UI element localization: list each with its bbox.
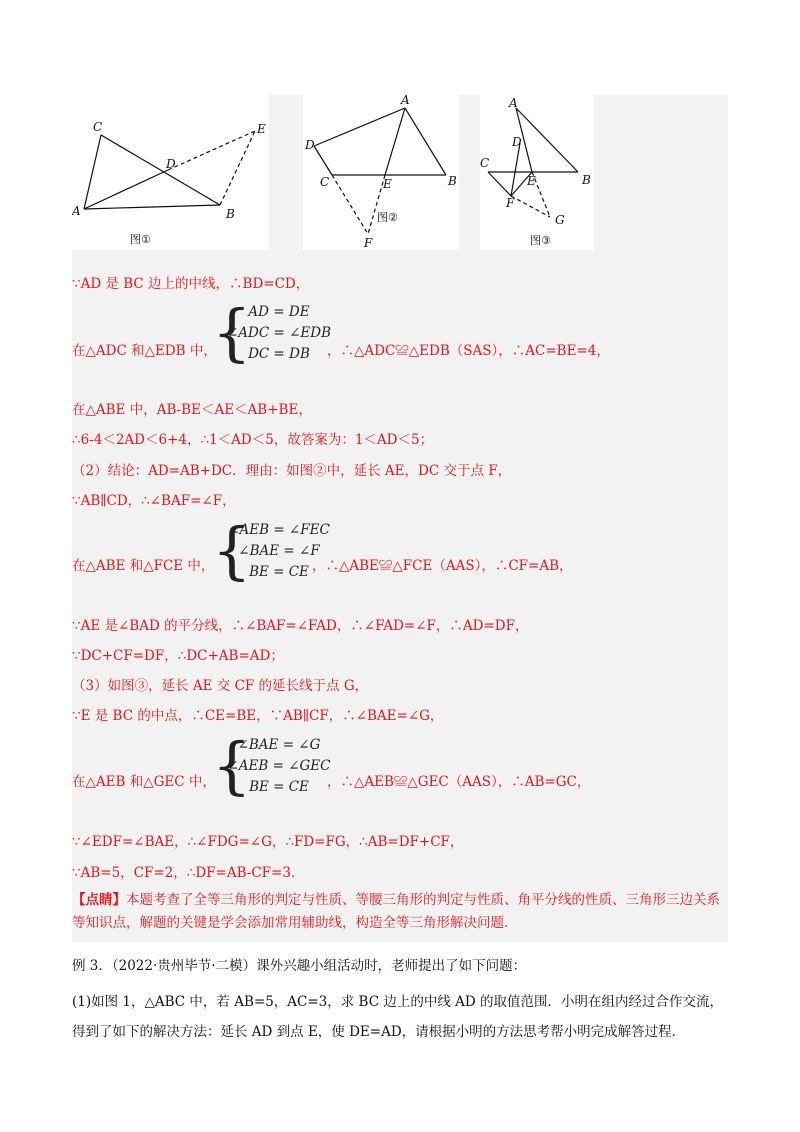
fig3-label-b: B	[582, 173, 591, 187]
system-3-brace: {	[212, 729, 252, 802]
system-1-eq-1: AD = DE	[248, 304, 310, 320]
fig3-label-g: G	[555, 213, 565, 227]
system-3-eq-3: BE = CE	[249, 779, 309, 795]
fig1-label-a: A	[72, 204, 81, 218]
fig3-label-d: D	[512, 135, 522, 149]
figure-2	[303, 95, 459, 250]
example-question-1: (1)如图 1，△ABC 中，若 AB=5，AC=3，求 BC 边上的中线 AD 的取值范围．小明在组内经过合作交流，得到了如下的解决方法：延长 AD 到点 E，使 DE=AD，请根据小明的方法思考帮小明完成解答过程．	[72, 994, 724, 1040]
system-3-lead: 在△AEB 和△GEC 中，	[72, 774, 216, 790]
figure-3	[480, 95, 594, 250]
system-1-equations	[224, 302, 334, 365]
fig2-label-d: D	[305, 138, 315, 152]
system-2-brace: {	[212, 514, 252, 587]
figure-1	[72, 95, 269, 250]
fig1-caption: 图①	[130, 233, 151, 246]
solution-line-8: （3）如图③，延长 AE 交 CF 的延长线于点 G，	[72, 678, 369, 694]
system-1-eq-3: DC = DB	[248, 346, 310, 362]
fig2-caption: 图②	[377, 211, 398, 224]
system-2-eq-1: ∠AEB = ∠FEC	[228, 522, 330, 538]
system-1-brace: {	[212, 296, 252, 369]
system-3-eq-1: ∠BAE = ∠G	[237, 737, 321, 753]
fig1-label-d: D	[166, 157, 176, 171]
figure-3-diagram	[480, 95, 594, 250]
system-3-equations	[224, 735, 334, 798]
system-2-eq-3: BE = CE	[249, 564, 309, 580]
solution-line-3: ∴6-4＜2AD＜6+4，∴1＜AD＜5，故答案为：1＜AD＜5；	[72, 432, 434, 448]
fig3-label-a: A	[509, 96, 518, 110]
solution-line-5: ∵AB∥CD，∴∠BAF=∠F，	[72, 493, 236, 509]
fig3-label-f: F	[506, 196, 515, 210]
solution-line-11: ∵AB=5，CF=2，∴DF=AB-CF=3．	[72, 865, 305, 881]
remark-tag: 【点睛】	[72, 892, 126, 908]
solution-line-6: ∵AE 是∠BAD 的平分线，∴∠BAF=∠FAD，∴∠FAD=∠F，∴AD=DF，	[72, 618, 529, 634]
solution-line-2: 在△ABE 中，AB-BE＜AE＜AB+BE，	[72, 402, 312, 418]
system-2-eq-2: ∠BAE = ∠F	[238, 543, 320, 559]
fig3-caption: 图③	[530, 234, 551, 247]
system-1-eq-2: ∠ADC = ∠EDB	[226, 325, 332, 341]
solution-line-10: ∵∠EDF=∠BAE，∴∠FDG=∠G，∴FD=FG，∴AB=DF+CF，	[72, 834, 464, 850]
fig3-label-c: C	[480, 156, 490, 170]
system-3-conclusion: ，∴△AEB≌△GEC（AAS），∴AB=GC，	[327, 774, 591, 790]
fig3-label-e: E	[527, 174, 536, 188]
fig2-label-b: B	[448, 174, 457, 188]
figure-2-diagram	[303, 95, 459, 250]
fig2-label-c: C	[320, 175, 330, 189]
fig1-label-e: E	[257, 122, 266, 136]
fig2-label-a: A	[401, 95, 410, 107]
example-heading: 例 3．（2022·贵州毕节·二模）课外兴趣小组活动时，老师提出了如下问题：	[72, 958, 527, 974]
solution-line-1: ∵AD 是 BC 边上的中线，∴BD=CD，	[72, 276, 310, 292]
fig1-label-b: B	[226, 207, 235, 221]
system-3-eq-2: ∠AEB = ∠GEC	[227, 758, 331, 774]
solution-line-9: ∵E 是 BC 的中点，∴CE=BE，∵AB∥CF，∴∠BAE=∠G，	[72, 708, 444, 724]
system-1-conclusion: ，∴△ADC≌△EDB（SAS），∴AC=BE=4，	[327, 343, 610, 359]
fig2-label-e: E	[383, 177, 392, 191]
fig2-label-f: F	[364, 236, 373, 250]
system-1-lead: 在△ADC 和△EDB 中，	[72, 343, 217, 359]
remark-paragraph	[72, 889, 722, 935]
fig1-label-c: C	[93, 120, 103, 134]
system-2-lead: 在△ABE 和△FCE 中，	[72, 558, 215, 574]
figure-1-diagram	[72, 95, 269, 250]
remark-text: 本题考查了全等三角形的判定与性质、等腰三角形的判定与性质、角平分线的性质、三角形三边关系等知识点，解题的关键是学会添加常用辅助线，构造全等三角形解决问题．	[72, 892, 720, 931]
system-2-conclusion: ，∴△ABE≌△FCE（AAS），∴CF=AB，	[312, 558, 573, 574]
solution-line-7: ∵DC+CF=DF，∴DC+AB=AD；	[72, 648, 284, 664]
solution-line-4: （2）结论：AD=AB+DC．理由：如图②中，延长 AE，DC 交于点 F，	[72, 463, 512, 479]
